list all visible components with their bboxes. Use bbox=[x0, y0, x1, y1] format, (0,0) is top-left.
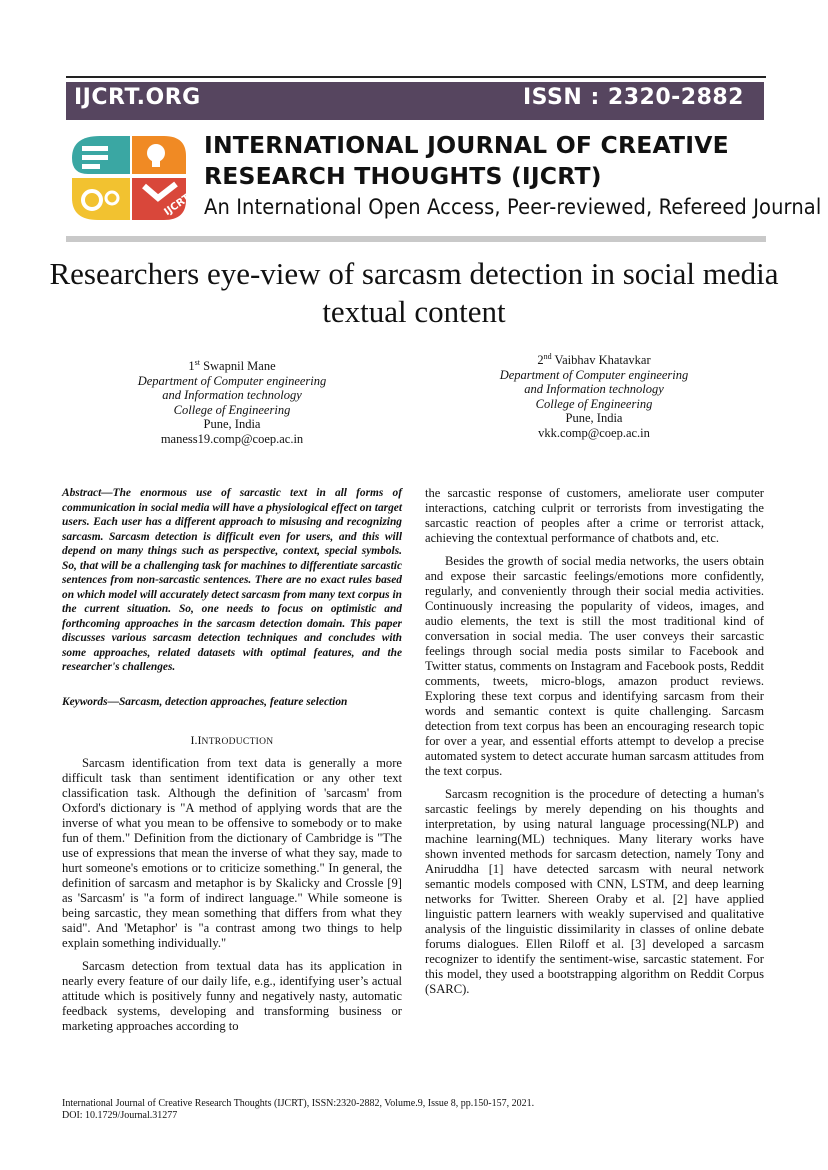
author-2-dept2: and Information technology bbox=[524, 382, 664, 397]
page-footer bbox=[62, 1098, 534, 1122]
author-1-dept: Department of Computer engineering bbox=[137, 373, 327, 388]
logo-block-yellow bbox=[72, 178, 130, 220]
author-2-dept: Department of Computer engineering bbox=[499, 367, 689, 382]
section-heading-introduction: I.INTRODUCTION bbox=[190, 733, 274, 747]
left-column bbox=[62, 486, 402, 1042]
author-1 bbox=[118, 356, 346, 446]
author-1-city: Pune, India bbox=[203, 417, 261, 432]
author-1-college: College of Engineering bbox=[173, 402, 291, 417]
keywords: Keywords—Sarcasm, detection approaches, feature selection bbox=[62, 695, 348, 708]
footer-doi[interactable]: DOI: 10.1729/Journal.31277 bbox=[62, 1110, 178, 1121]
author-1-dept2: and Information technology bbox=[162, 388, 302, 403]
author-2-college: College of Engineering bbox=[535, 396, 653, 411]
paragraph: Sarcasm detection from textual data has its application in nearly every feature of our daily life, e.g., identifying user’s actual attitude which is positively funny and negatively nasty, automatic feedback systems, developing and transforming business or marketing approaches according to bbox=[62, 959, 402, 1033]
author-2-name: 2nd Vaibhav Khatavkar bbox=[537, 352, 651, 368]
journal-name-line1: INTERNATIONAL JOURNAL OF CREATIVE bbox=[204, 131, 729, 159]
logo-text: IJCRT bbox=[162, 192, 193, 219]
journal-name bbox=[204, 130, 729, 192]
logo-block-teal bbox=[72, 136, 130, 174]
abstract: Abstract—The enormous use of sarcastic text in all forms of communication in social media will have a physiological effect on target users. Each user has a different approach to misusing and recognizing sarcasm. Sarcasm detection is difficult even for users, and this will depend on many things such as perspective, context, special symbols. So, that will be a challenging task for machines to differentiate sarcastic sentences from non-sarcastic sentences. There are no exact rules based on which model will accurately detect sarcasm from many text corpus in the current situation. So, one needs to focus on optimistic and forthcoming approaches in the sarcasm detection domain. This paper discusses various sarcasm detection techniques and concludes with some approaches, related datasets with optimal features, and the researcher's challenges. bbox=[62, 487, 402, 673]
paragraph: Sarcasm identification from text data is generally a more difficult task than sentiment identification or any other text classification task. Although the definition of 'sarcasm' from Oxford's dictionary is "A method of applying words that are the inverse of what you mean to be offensive to somebody or to make fun of them." Definition from the dictionary of Cambridge is "The use of expressions that mean the inverse of what they say, made to hurt someone's emotions or to criticize something." In general, the definition of sarcasm and metaphor is by Skalicky and Crossle [9] as 'Sarcasm' is "a form of indirect language." While someone is being sarcastic, they mean something that differs from what they said". And 'Metaphor' is "a contrast among two things to help explain something individually." bbox=[62, 756, 402, 950]
paragraph: Besides the growth of social media networks, the users obtain and expose their sarcastic feelings/emotions more confidently, regularly, and conveniently through their social media activities. Continuously increasing the popularity of videos, images, and audio elements, the text is still the most traditional kind of conversation in social media. The user conveys their sarcastic feelings through social media posts similar to Facebook and Twitter status, comments on Instagram and Facebook posts, Reddit comments, tweets, micro-blogs, amazon product reviews. Exploring these text corpus and identifying sarcasm from their words and semantic context is quite challenging. Sarcasm detection from text corpus has been an encouraging research topic for over a year, and essential efforts attempt to develop a precise automated system to detect accurate human sarcasm attitudes from the text corpus. bbox=[425, 554, 764, 778]
issn-label: ISSN : 2320-2882 bbox=[522, 85, 744, 110]
logo-block-orange bbox=[132, 136, 186, 174]
right-column bbox=[425, 486, 764, 1005]
journal-logo-icon bbox=[68, 128, 198, 228]
author-1-name: 1st Swapnil Mane bbox=[188, 358, 276, 374]
paragraph: Sarcasm recognition is the procedure of detecting a human's sarcastic feelings by merely depending on his thoughts and interpretation, by using natural language processing(NLP) and machine learning(ML) techniques. Many literary works have shown invented methods for sarcasm detection, namely Tony and Aniruddha [1] have detected sarcasm with neural network semantic models composed with CNN, LSTM, and deep learning networks for Twitter. Shereen Oraby et al. [2] have applied linguistic pattern learners with weakly supervised and qualitative analysis of the linguistic dissimilarity in classes of online debate forums dialogues. Ellen Riloff et al. [3] developed a sarcasm recognizer to identify the sentiment-wise, sarcastic statement. For this model, they used a bootstrapping algorithm on Reddit Corpus (SARC). bbox=[425, 787, 764, 996]
paper-title: Researchers eye-view of sarcasm detection in social media textual content bbox=[49, 256, 779, 329]
site-name[interactable]: IJCRT.ORG bbox=[74, 85, 201, 110]
header-top-rule bbox=[66, 76, 766, 78]
journal-name-line2: RESEARCH THOUGHTS (IJCRT) bbox=[204, 162, 602, 190]
header-divider bbox=[66, 236, 766, 242]
author-2-city: Pune, India bbox=[565, 411, 623, 426]
author-2 bbox=[480, 350, 708, 440]
author-1-email[interactable]: maness19.comp@coep.ac.in bbox=[160, 431, 304, 446]
paragraph: the sarcastic response of customers, ameliorate user computer interactions, catching culprit or terrorists from investigating the sarcastic reaction of peoples after a crime or terrorist attack, achieving the contextual performance of chatbots and, etc. bbox=[425, 486, 764, 545]
footer-citation: International Journal of Creative Research Thoughts (IJCRT), ISSN:2320-2882, Volume.9, Issue 8, pp.150-157, 2021. bbox=[62, 1098, 535, 1109]
journal-banner bbox=[66, 82, 764, 120]
journal-tagline: An International Open Access, Peer-reviewed, Refereed Journal bbox=[204, 194, 822, 220]
author-2-email[interactable]: vkk.comp@coep.ac.in bbox=[538, 425, 650, 440]
